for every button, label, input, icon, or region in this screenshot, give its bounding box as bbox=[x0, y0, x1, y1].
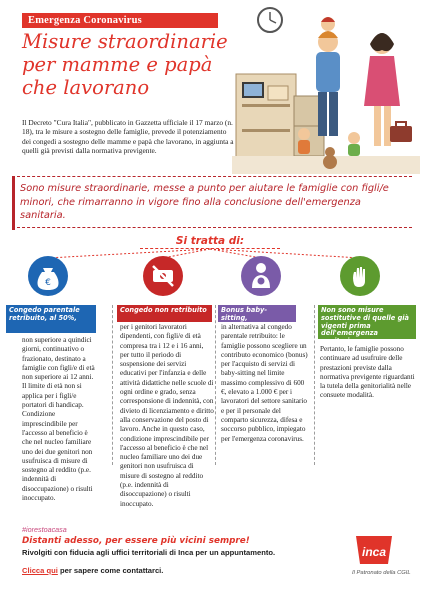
banner-accent-bar bbox=[12, 176, 15, 230]
title-line: Misure straordinarie bbox=[22, 30, 228, 53]
title-line: che lavorano bbox=[22, 76, 150, 99]
svg-text:€: € bbox=[45, 278, 51, 288]
contact-text: Rivolgiti con fiducia agli uffici territoriali di Inca per un appuntamento. bbox=[22, 548, 276, 557]
section-tag: Emergenza Coronavirus bbox=[22, 13, 218, 28]
column-divider bbox=[314, 305, 315, 465]
column-heading-non-sostitutive: Non sono misure sostitutive di quelle già vigenti prima dell'emergenza sanitaria. bbox=[318, 305, 416, 339]
title-line: per mamme e papà bbox=[22, 53, 213, 76]
column-divider bbox=[112, 305, 113, 465]
column-text: in alternativa al congedo parentale retribuito: le famiglie possono scegliere un contributo economico (bonus) per l'acquisto di servizi di baby-sitting nel limite massimo complessivo di 600 €, elevato a 1.000 € per i lavoratori del settore sanitario e per il personale del comparto sicurezza, difesa e soccorso pubblico, impiegato per l'emergenza coronavirus. bbox=[221, 323, 308, 443]
family-illustration bbox=[232, 4, 420, 174]
highlight-banner bbox=[12, 176, 412, 228]
banner-text: Sono misure straordinarie, messe a punto per aiutare le famiglie con figli/e minori, che rimarranno in vigore fino alla conclusione dell'emergenza sanitaria. bbox=[20, 183, 389, 221]
contact-link-rest: per sapere come contattarci. bbox=[57, 566, 164, 575]
slogan: Distanti adesso, per essere più vicini sempre! bbox=[22, 536, 250, 546]
clicca-qui-link[interactable]: Clicca qui bbox=[22, 566, 58, 575]
hand-icon bbox=[340, 256, 380, 296]
column-text: Pertanto, le famiglie possono continuare ad usufruire delle prestazioni previste dalla normativa previgente riguardanti la tutela della genitorialità nelle consuete modalità. bbox=[320, 345, 415, 400]
logo-caption: Il Patronato della CGIL bbox=[352, 570, 411, 576]
column-text: per i genitori lavoratori dipendenti, con figli/e di età compresa tra i 12 e i 16 anni, per tutto il periodo di sospensione dei servizi educativi per l'infanzia e delle attività didattiche nelle scuole di ogni ordine e grado, senza corresponsione di indennità, con divieto di licenziamento e diritto alla conservazione del posto di lavoro. Anche in questo caso, condizione imprescindibile per l'accesso al beneficio è che nel nucleo familiare uno dei due genitori non usufruisca di misure di sostegno al reddito (p.e. indennità di disoccupazione) o risulti inoccupato. bbox=[120, 323, 214, 508]
column-divider bbox=[215, 305, 216, 465]
inca-logo bbox=[352, 532, 396, 568]
babysitter-icon bbox=[241, 256, 281, 296]
column-heading-bonus-baby-sitting: Bonus baby-sitting, bbox=[218, 305, 296, 322]
contact-link-line bbox=[22, 566, 163, 575]
hashtag: #iorestoacasa bbox=[22, 525, 67, 534]
column-heading-congedo-non-retribuito: Congedo non retribuito bbox=[117, 305, 212, 322]
column-heading-congedo-retribuito: Congedo parentale retribuito, al 50%, bbox=[6, 305, 96, 333]
intro-paragraph: Il Decreto "Cura Italia", pubblicato in Gazzetta ufficiale il 17 marzo (n. 18), tra le misure a sostegno delle famiglie, prevede il potenziamento dei congedi a sostegno delle mamme e papà che lavorano, in aggiunta a quelli già previsti dalla normativa previgente. bbox=[22, 118, 234, 156]
column-text: non superiore a quindici giorni, continuativo o frazionato, destinato a famiglie con figli/e di età non superiore ai 12 anni. Il limite di età non si applica per i figli/e portatori di handicap. Condizione imprescindibile per l'accesso al beneficio è che nel nucleo familiare uno dei due genitori non usufruisca di misure di sostegno al reddito (p.e. indennità di disoccupazione) o risulti inoccupato. bbox=[22, 336, 95, 503]
crossed-money-icon bbox=[143, 256, 183, 296]
section-heading: Si tratta di: bbox=[175, 235, 245, 247]
logo-word: inca bbox=[361, 545, 387, 559]
money-bag-icon bbox=[28, 256, 68, 296]
